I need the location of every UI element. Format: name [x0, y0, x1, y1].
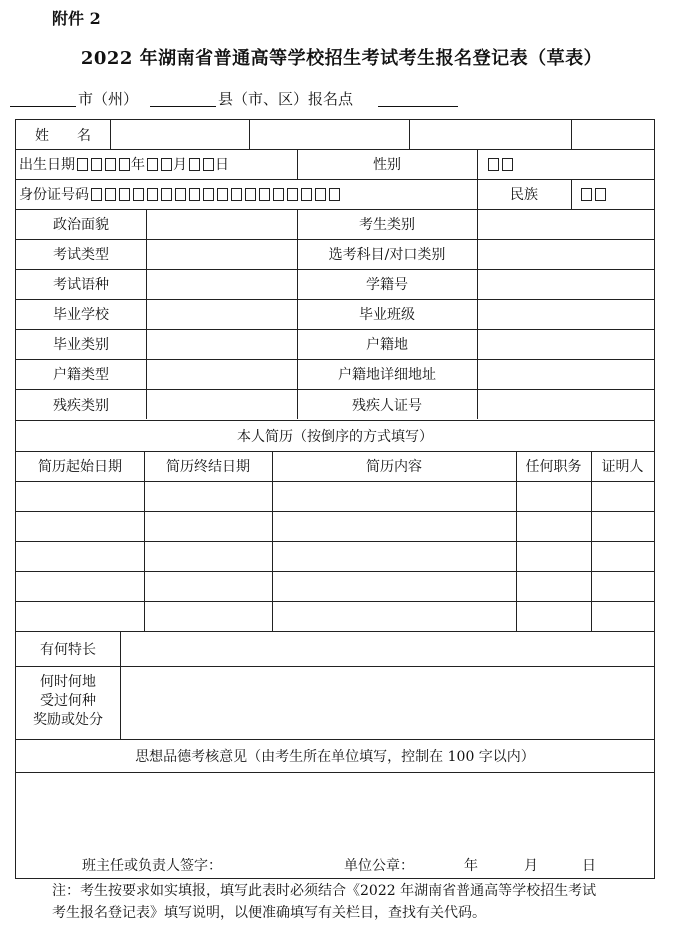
footnote-line2: 考生报名登记表》填写说明，以便准确填写有关栏目，查找有关代码。: [52, 905, 486, 921]
name-field[interactable]: [111, 120, 249, 149]
id-row: [16, 179, 480, 209]
id-box[interactable]: [189, 188, 200, 201]
reward-field[interactable]: [121, 666, 654, 739]
info-label-left: 残疾类别: [53, 397, 109, 414]
id-label: 身份证号码: [19, 187, 89, 203]
ethnic-box-2[interactable]: [595, 188, 606, 201]
resume-col-position: 任何职务: [525, 459, 582, 475]
form-title: 2022 年湖南省普通高等学校招生考试考生报名登记表（草表）: [80, 48, 603, 69]
id-box[interactable]: [203, 188, 214, 201]
city-blank[interactable]: [10, 88, 76, 107]
city-label: 市（州）: [78, 90, 139, 108]
year-box-1[interactable]: [77, 158, 88, 171]
site-blank[interactable]: [378, 88, 458, 107]
resume-col-start: 简历起始日期: [38, 459, 122, 475]
info-label-left: 户籍类型: [53, 367, 109, 383]
info-label-left: 毕业学校: [53, 307, 109, 323]
footnote-line1: 注：考生按要求如实填报，填写此表时必须结合《2022 年湖南省普通高等学校招生考试: [52, 883, 597, 899]
date-year: 年: [464, 858, 478, 874]
id-box[interactable]: [105, 188, 116, 201]
info-label-left: 毕业类别: [53, 337, 109, 353]
birth-date-row: [16, 149, 300, 179]
gender-box-1[interactable]: [488, 158, 499, 171]
info-label-left: 政治面貌: [53, 217, 109, 233]
specialty-label: 有何特长: [40, 641, 96, 658]
footnote: [52, 880, 652, 924]
date-month: 月: [524, 858, 538, 874]
sign-label: 班主任或负责人签字：: [82, 858, 222, 874]
ethnic-box-1[interactable]: [581, 188, 592, 201]
info-label-right: 考生类别: [359, 217, 415, 233]
info-label-right: 选考科目/对口类别: [328, 247, 446, 263]
id-box[interactable]: [147, 188, 158, 201]
specialty-field[interactable]: [121, 631, 654, 666]
info-label-right: 户籍地: [366, 337, 408, 353]
id-box[interactable]: [175, 188, 186, 201]
id-box[interactable]: [273, 188, 284, 201]
id-box[interactable]: [217, 188, 228, 201]
resume-col-content: 简历内容: [366, 459, 422, 475]
reward-label-line2: 受过何种: [40, 693, 96, 709]
day-box-1[interactable]: [189, 158, 200, 171]
seal-label: 单位公章：: [344, 858, 414, 874]
month-box-2[interactable]: [161, 158, 172, 171]
id-box[interactable]: [287, 188, 298, 201]
reward-label: [16, 673, 120, 730]
info-label-left: 考试类型: [53, 247, 109, 263]
id-box[interactable]: [259, 188, 270, 201]
resume-title: 本人简历（按倒序的方式填写）: [237, 428, 433, 445]
birth-label: 出生日期: [19, 157, 75, 173]
ethnic-label: 民族: [510, 187, 538, 203]
gender-boxes: [486, 149, 566, 179]
county-label: 县（市、区）报名点: [218, 90, 354, 108]
county-blank[interactable]: [150, 88, 216, 107]
gender-label: 性别: [373, 157, 401, 173]
ethnic-boxes: [579, 179, 649, 209]
month-label: 月: [173, 157, 187, 173]
year-box-3[interactable]: [105, 158, 116, 171]
info-label-right: 学籍号: [366, 277, 408, 293]
id-box[interactable]: [315, 188, 326, 201]
moral-title: 思想品德考核意见（由考生所在单位填写，控制在 100 字以内）: [135, 748, 535, 765]
info-label-right: 残疾人证号: [352, 397, 422, 414]
id-box[interactable]: [133, 188, 144, 201]
date-day: 日: [582, 858, 596, 874]
gender-box-2[interactable]: [502, 158, 513, 171]
resume-col-end: 简历终结日期: [166, 459, 250, 475]
reward-label-line1: 何时何地: [40, 674, 96, 690]
registration-table: [15, 119, 655, 879]
reward-label-line3: 奖励或处分: [33, 712, 103, 728]
resume-col-witness: 证明人: [601, 459, 644, 475]
id-box[interactable]: [119, 188, 130, 201]
id-box[interactable]: [329, 188, 340, 201]
id-box[interactable]: [245, 188, 256, 201]
id-box[interactable]: [231, 188, 242, 201]
id-box[interactable]: [161, 188, 172, 201]
year-box-4[interactable]: [119, 158, 130, 171]
info-label-left: 考试语种: [53, 277, 109, 293]
year-label: 年: [131, 157, 145, 173]
day-box-2[interactable]: [203, 158, 214, 171]
name-label: 姓 名: [35, 127, 91, 144]
year-box-2[interactable]: [91, 158, 102, 171]
info-label-right: 毕业班级: [359, 307, 415, 323]
day-label: 日: [215, 157, 229, 173]
attachment-label: 附件 2: [52, 9, 101, 28]
info-label-right: 户籍地详细地址: [338, 367, 436, 383]
id-box[interactable]: [91, 188, 102, 201]
month-box-1[interactable]: [147, 158, 158, 171]
id-box[interactable]: [301, 188, 312, 201]
